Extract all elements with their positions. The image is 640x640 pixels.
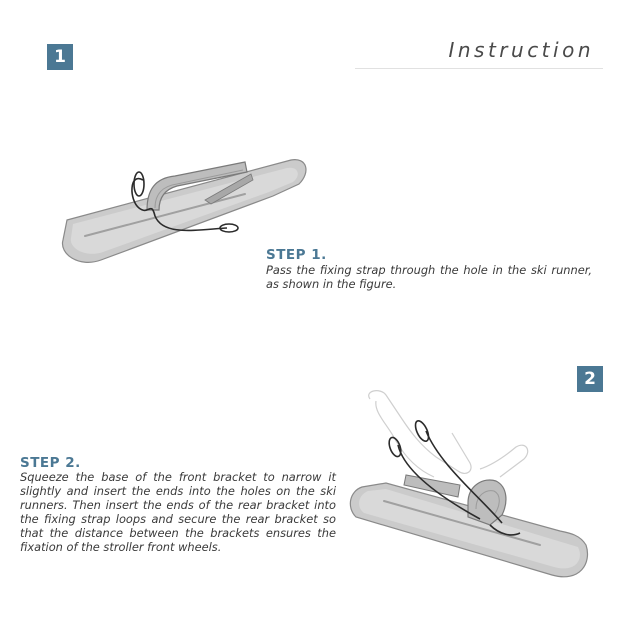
page-title: Instruction (448, 38, 594, 62)
step-2-heading: STEP 2. (20, 455, 81, 471)
step-1-badge: 1 (47, 44, 73, 70)
step-1-heading: STEP 1. (266, 247, 327, 263)
ski-runner-figure-2 (340, 385, 620, 590)
step-2-text: Squeeze the base of the front bracket to narrow it slightly and insert the ends into the holes on the ski runners. Then insert the ends of the rear bracket into the fixing strap loops and secure the rear bracket so that the distance between the brackets ensures the fixation of the stroller front wheels. (20, 470, 336, 554)
title-underline (355, 68, 603, 69)
step-1-text: Pass the fixing strap through the hole in the ski runner, as shown in the figure. (266, 263, 592, 291)
step-2-badge: 2 (577, 366, 603, 392)
